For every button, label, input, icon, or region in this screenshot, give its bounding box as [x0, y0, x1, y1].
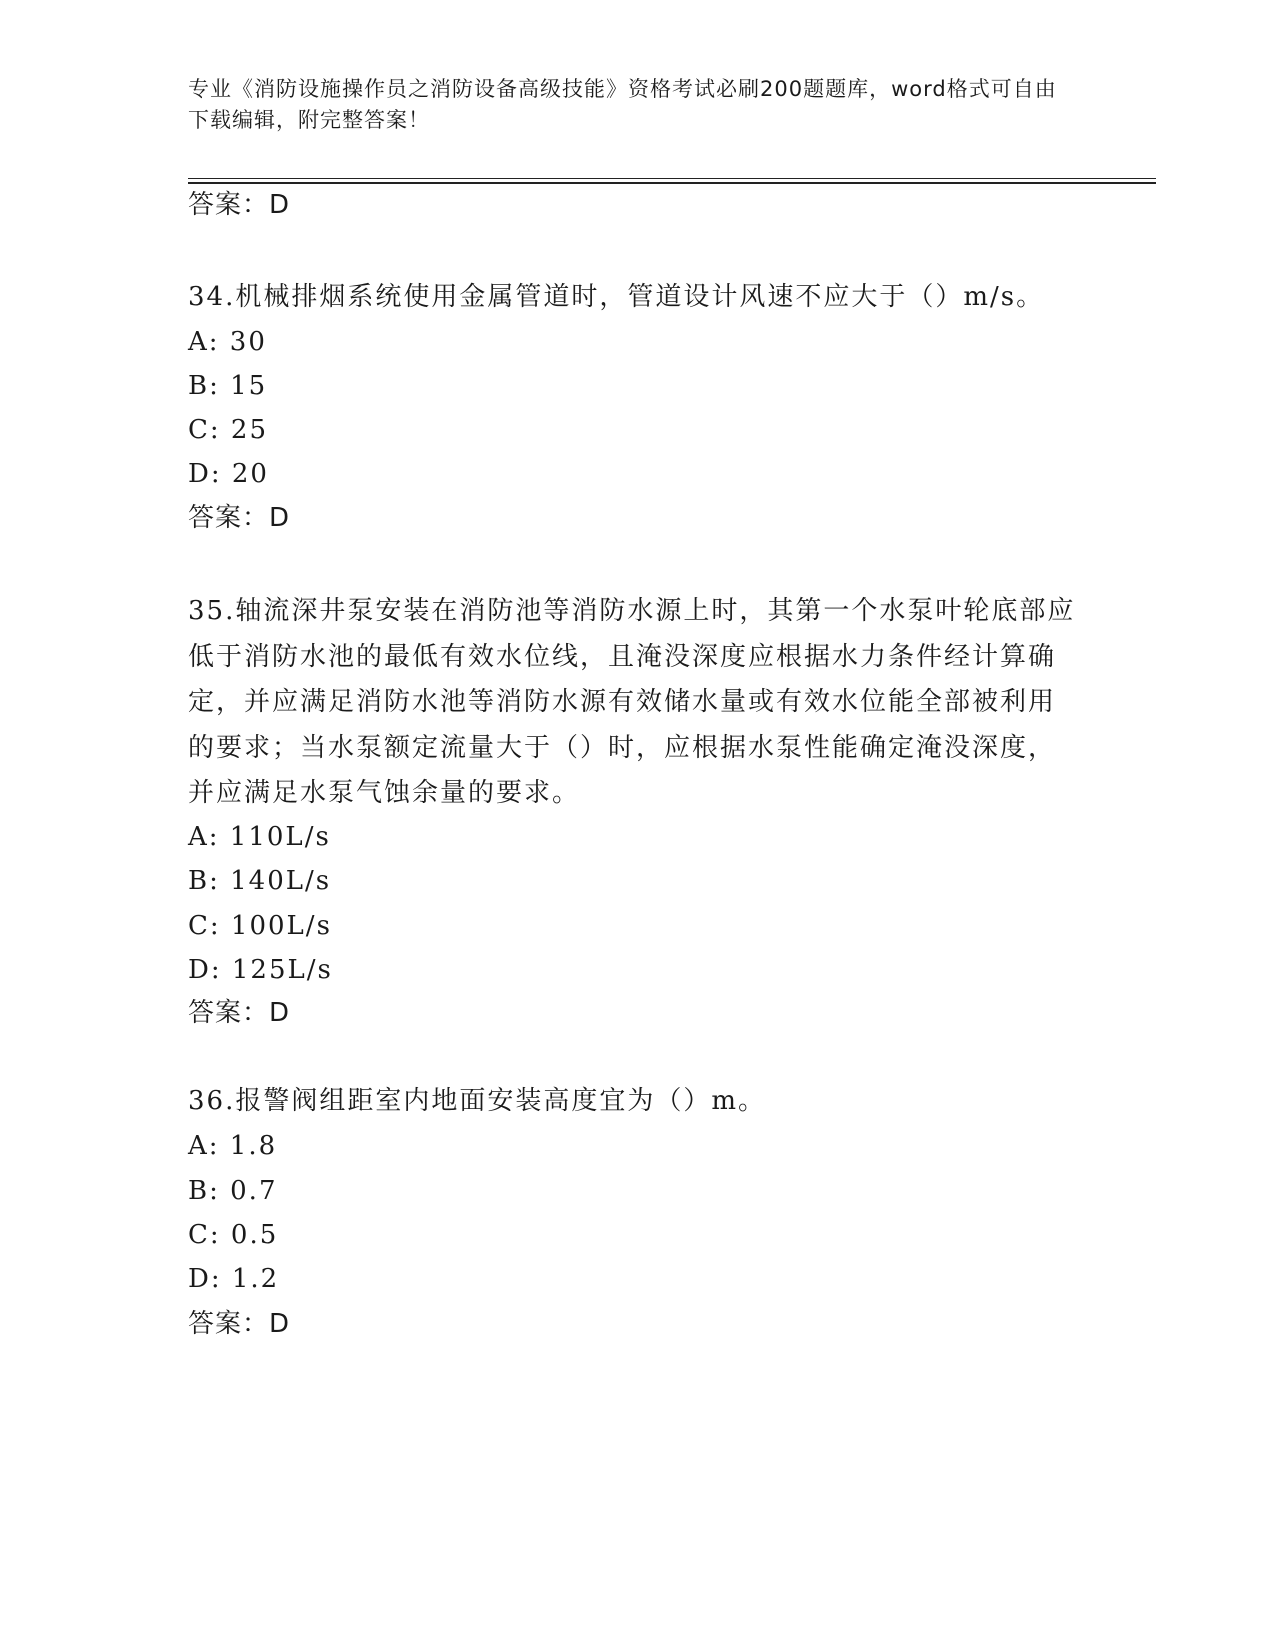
question-35-option-d: D: 125L/s [188, 955, 333, 985]
header-divider-thick [188, 182, 1156, 184]
question-36-stem: 36.报警阀组距室内地面安装高度宜为（）m。 [188, 1086, 767, 1116]
question-36-option-b: B: 0.7 [188, 1176, 278, 1206]
question-34-option-c: C: 25 [188, 415, 269, 445]
question-34-option-b: B: 15 [188, 371, 268, 401]
question-35-option-b: B: 140L/s [188, 866, 332, 896]
question-34-stem: 34.机械排烟系统使用金属管道时，管道设计风速不应大于（）m/s。 [188, 282, 1045, 312]
question-34-option-d: D: 20 [188, 459, 269, 489]
question-35-stem: 35.轴流深井泵安装在消防池等消防水源上时，其第一个水泵叶轮底部应低于消防水池的最低有效水位线，且淹没深度应根据水力条件经计算确定，并应满足消防水池等消防水源有效储水量或有效水位能全部被利用的要求；当水泵额定流量大于（）时，应根据水泵性能确定淹没深度，并应满足水泵气蚀余量的要求。 [188, 596, 1076, 808]
answer-previous: 答案：D [188, 190, 291, 220]
question-36-option-a: A: 1.8 [188, 1131, 278, 1161]
question-35-option-c: C: 100L/s [188, 911, 332, 941]
question-36-option-c: C: 0.5 [188, 1220, 279, 1250]
header-divider-thin [188, 178, 1156, 179]
question-34-answer: 答案：D [188, 503, 291, 533]
question-35-answer: 答案：D [188, 998, 291, 1028]
question-34-option-a: A: 30 [188, 327, 267, 357]
question-35-option-a: A: 110L/s [188, 822, 331, 852]
page-header: 专业《消防设施操作员之消防设备高级技能》资格考试必刷200题题库，word格式可自由下载编辑，附完整答案！ [188, 77, 1057, 132]
question-36-answer: 答案：D [188, 1309, 291, 1339]
question-36-option-d: D: 1.2 [188, 1264, 280, 1294]
